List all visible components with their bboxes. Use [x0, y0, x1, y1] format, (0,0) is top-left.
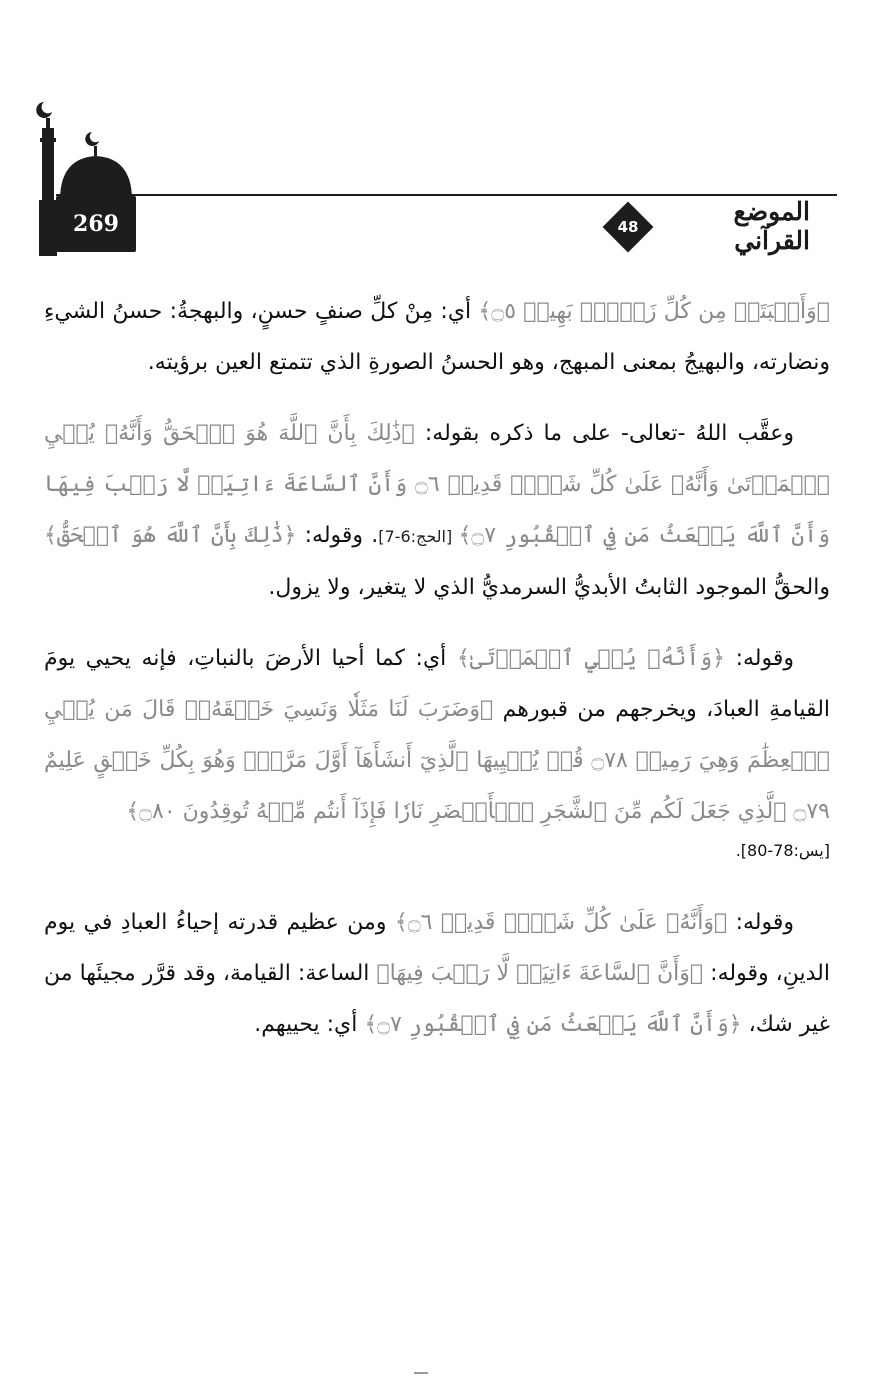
- quran-verse: ﴿وَأَنَّ ٱللَّهَ يَبۡعَثُ مَن فِي ٱلۡقُبُورِ ۝٧﴾: [364, 1012, 742, 1037]
- paragraph-text: أي: مِنْ كلِّ صنفٍ حسنٍ، والبهجةُ: حسنُ الشيءِ ونضارته، والبهيجُ بمعنى المبهج، وهو الحسنُ الصورةِ الذي تتمتع العين برؤيته.: [44, 299, 830, 375]
- paragraph-text: . وقوله:: [296, 523, 379, 548]
- paragraph-2: [44, 408, 830, 613]
- quran-verse: ﴿وَضَرَبَ لَنَا مَثَلٗا وَنَسِيَ خَلۡقَهُۥۖ قَالَ مَن يُحۡيِ ٱلۡعِظَٰمَ وَهِيَ رَمِيمٞ ۝٧٨ قُلۡ يُحۡيِيهَا ٱلَّذِيٓ أَنشَأَهَآ أَوَّلَ مَرَّةٖۖ وَهُوَ بِكُلِّ خَلۡقٍ عَلِيمٌ ۝٧٩ ٱلَّذِي جَعَلَ لَكُم مِّنَ ٱلشَّجَرِ ٱلۡأَخۡضَرِ نَارٗا فَإِذَآ أَنتُم مِّنۡهُ تُوقِدُونَ ۝٨٠﴾: [44, 697, 830, 824]
- page-number: 269: [56, 196, 136, 252]
- paragraph-3: [44, 633, 830, 837]
- paragraph-text: ومن عظيم قدرته إحياءُ العبادِ في يوم الدينِ، وقوله:: [44, 910, 830, 986]
- quran-verse: ﴿وَأَنۢبَتَتۡ مِن كُلِّ زَوۡجِۭ بَهِيجٖ ۝٥﴾: [478, 299, 830, 324]
- page-header: [0, 0, 873, 270]
- paragraph-1: [44, 286, 830, 388]
- topic-number: 48: [617, 218, 639, 236]
- paragraph-text: وقوله:: [725, 646, 794, 671]
- paragraph-text: أي: كما أحيا الأرضَ بالنباتِ، فإنه يحيي يومَ القيامةِ العبادَ، ويخرجهم من قبورهم: [44, 646, 831, 722]
- topic-number-badge: [602, 201, 654, 253]
- footer-mark: [414, 1372, 428, 1374]
- verse-reference: [يس:78-80].: [735, 841, 830, 860]
- topic-title: الموضع القرآني: [733, 197, 810, 255]
- quran-verse: ﴿وَأَنَّ ٱلسَّاعَةَ ءَاتِيَةٞ لَّا رَيۡبَ فِيهَا﴾: [376, 961, 704, 986]
- paragraph-text: وعقَّب اللهُ -تعالى- على ما ذكره بقوله:: [414, 421, 794, 446]
- paragraph-text: أي: يحييهم.: [254, 1012, 365, 1037]
- paragraph-text: والحقُّ الموجود الثابتُ الأبديُّ السرمديُّ الذي لا يتغير، ولا يزول.: [268, 575, 830, 600]
- quran-verse: ﴿ذَٰلِكَ بِأَنَّ ٱللَّهَ هُوَ ٱلۡحَقُّ﴾: [44, 523, 297, 548]
- paragraph-text: وقوله:: [727, 910, 794, 935]
- quran-verse: ﴿ذَٰلِكَ بِأَنَّ ٱللَّهَ هُوَ ٱلۡحَقُّ وَأَنَّهُۥ يُحۡيِ ٱلۡمَوۡتَىٰ وَأَنَّهُۥ عَلَىٰ كُلِّ شَيۡءٖ قَدِيرٞ ۝٦ وَأَنَّ ٱلسَّاعَةَ ءَاتِيَةٞ لَّا رَيۡبَ فِيهَا وَأَنَّ ٱللَّهَ يَبۡعَثُ مَن فِي ٱلۡقُبُورِ ۝٧﴾: [44, 421, 830, 548]
- quran-verse: ﴿وَأَنَّهُۥ عَلَىٰ كُلِّ شَيۡءٖ قَدِيرٞ ۝٦﴾: [394, 910, 728, 935]
- quran-verse: ﴿وَأَنَّهُۥ يُحۡيِ ٱلۡمَوۡتَىٰ﴾: [456, 646, 726, 671]
- paragraph-text: الساعة: القيامة، وقد قرَّر مجيئَها من غير شك،: [44, 961, 830, 1037]
- paragraph-4: [44, 897, 830, 1050]
- verse-reference: [الحج:6-7]: [378, 527, 459, 546]
- header-rule: [56, 194, 837, 196]
- page-body: [44, 286, 830, 1070]
